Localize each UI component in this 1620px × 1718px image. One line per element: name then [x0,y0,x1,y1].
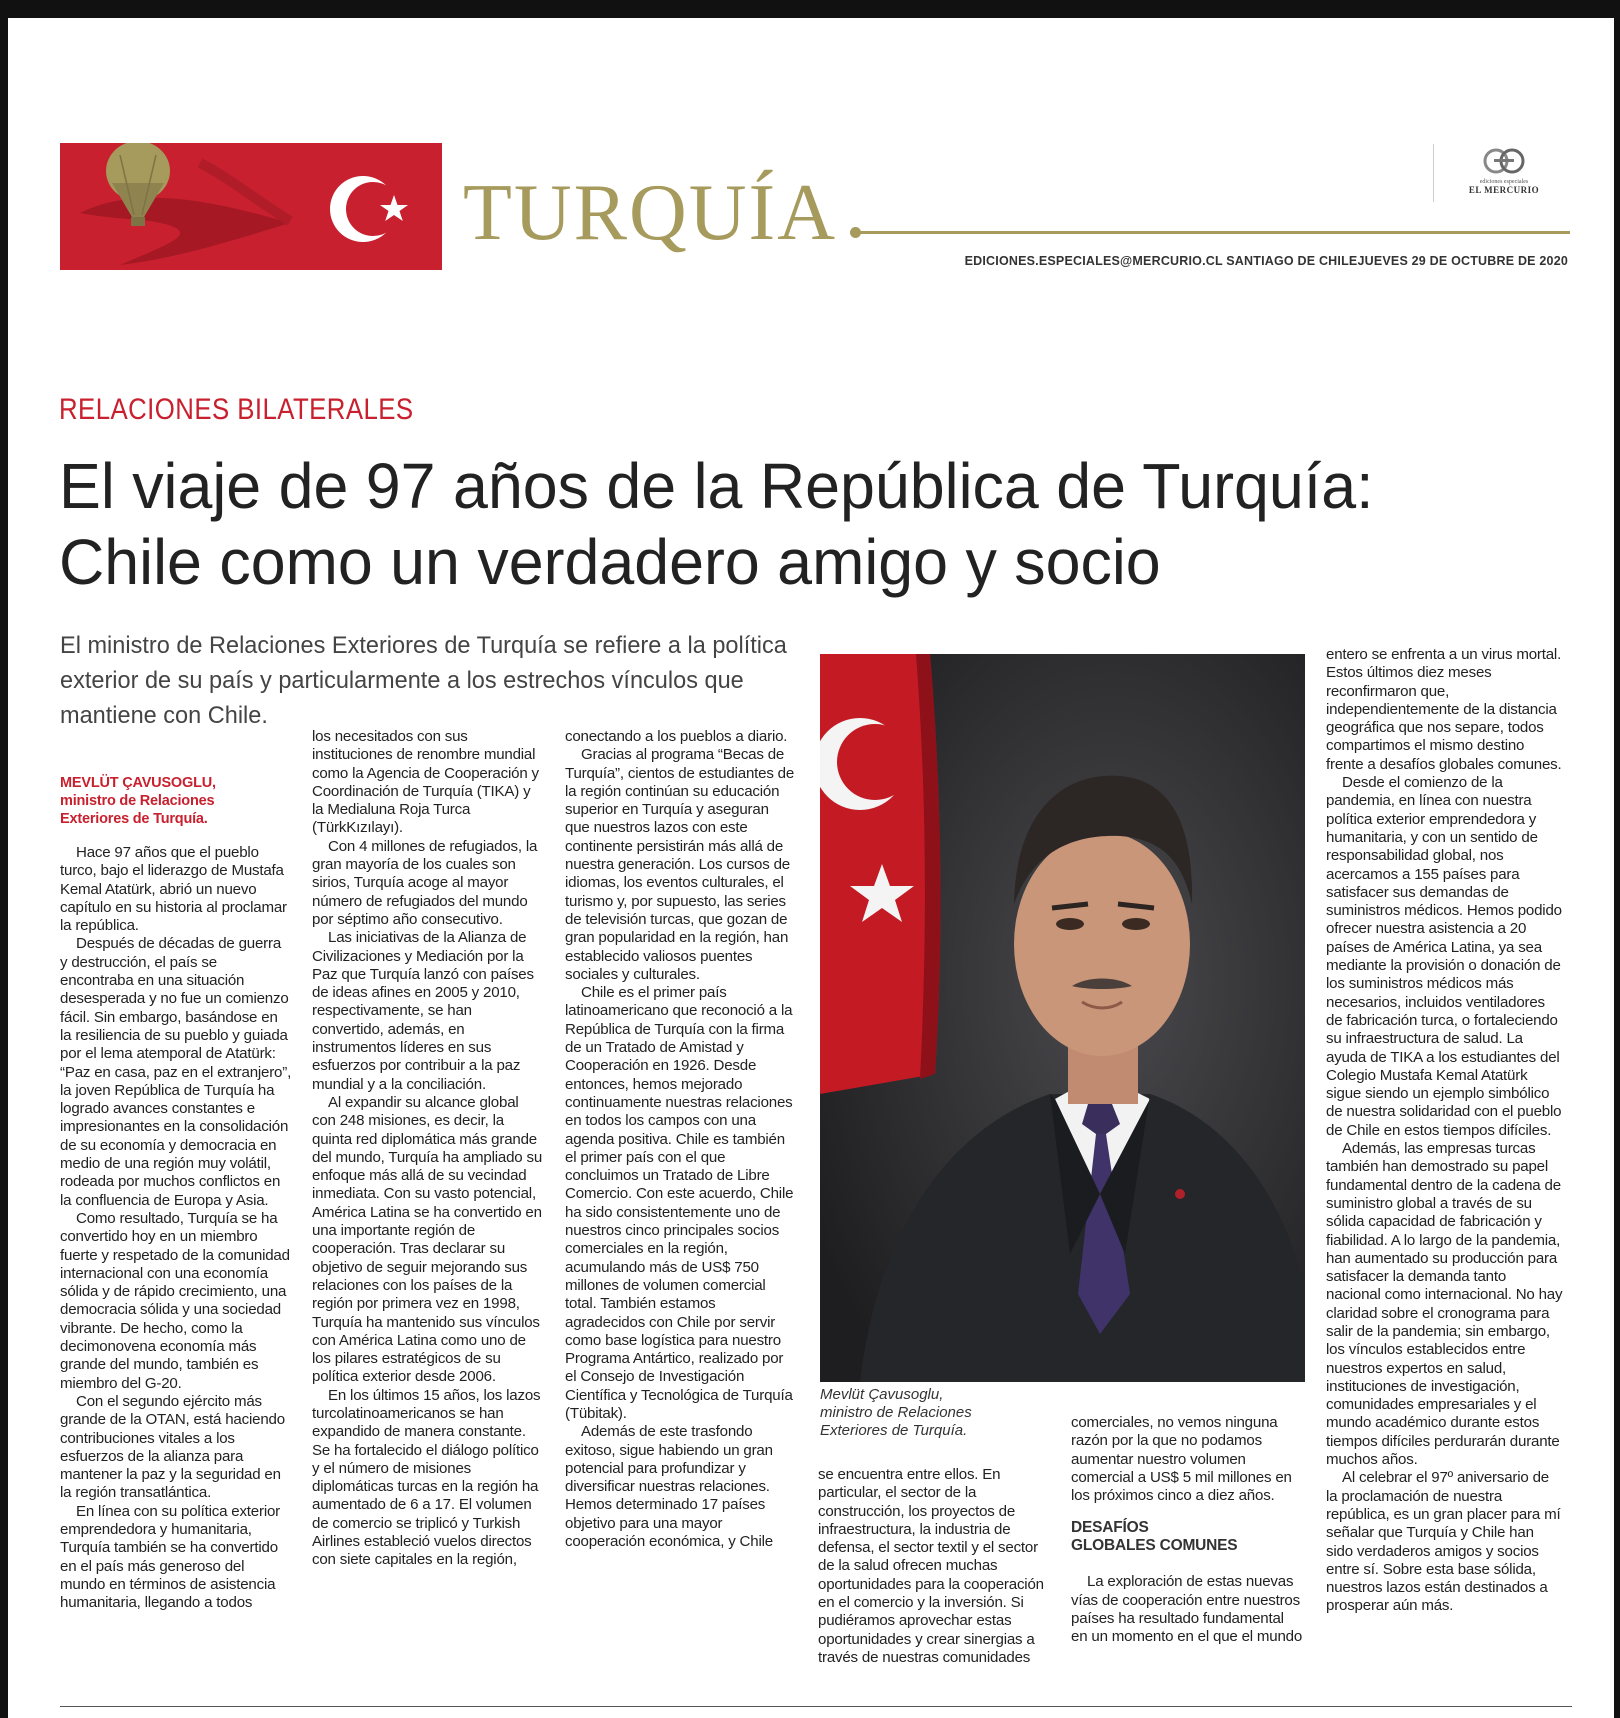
subhead-line-2: GLOBALES COMUNES [1071,1537,1238,1555]
face [1014,832,1190,1056]
turkey-banner [60,143,442,270]
dateline: EDICIONES.ESPECIALES@MERCURIO.CL SANTIAGO DE CHILEJUEVES 29 DE OCTUBRE DE 2020 [964,254,1568,268]
paragraph: se encuentra entre ellos. En particular, el sector de la construcción, los proyectos de infraestructura, la industria de defensa, el sector textil y el sector de la salud ofrecen muchas oportunidades para la cooperación en el comercio y la inversión. Si pudiéramos aprovechar estas oportunidades y crear sinergias a través de nuestras comunidades [818,1466,1044,1666]
byline-role-2: Exteriores de Turquía. [60,811,208,827]
paragraph: Como resultado, Turquía se ha convertido hoy en un miembro fuerte y respetado de la comunidad internacional con una economía sólida y de rápido crecimiento, una democracia sólida y una sociedad vibrante. De hecho, como la decimonovena economía más grande del mundo, también es miembro del G-20. [60,1209,290,1392]
paragraph: Chile es el primer país latinoamericano que reconoció a la República de Turquía con la firma de un Tratado de Amistad y Cooperación en 1926. Desde entonces, hemos mejorado continuamente nuestras relaciones en todos los campos con una agenda positiva. Chile es también el primer país con el que concluimos un Tratado de Libre Comercio. Con este acuerdo, Chile ha sido consistentemente uno de nuestros cinco principales socios comerciales en la región, acumulando más de US$ 750 millones de volumen comercial total. También estamos agradecidos con Chile por servir como base logística para nuestro Programa Antártico, realizado por el Consejo de Investigación Científica y Tecnológica de Turquía (Tübitak). [565,984,794,1422]
crescent-star-icon [330,176,408,242]
article-column-4 [818,1466,1050,1667]
article-column-2 [312,728,544,1570]
byline-role-1: ministro de Relaciones [60,793,215,809]
paragraph: Hace 97 años que el pueblo turco, bajo el liderazgo de Mustafa Kemal Atatürk, abrió un nuevo capítulo en su historia al proclamar la república. [60,844,287,935]
section-label: RELACIONES BILATERALES [59,393,414,426]
paragraph: Las iniciativas de la Alianza de Civilizaciones y Mediación por la Paz que Turquía lanzó con países de ideas afines en 2005 y 2010, respectivamente, se han convertido, además, en instrumentos líderes en sus esfuerzos por contribuir a la paz mundial y a la conciliación. [312,929,534,1093]
caption-line-3: Exteriores de Turquía. [820,1422,968,1439]
headline-line-2: Chile como un verdadero amigo y socio [59,526,1161,598]
byline [60,774,292,828]
balloon-crescent-emblem [60,143,442,270]
paragraph: Con el segundo ejército más grande de la OTAN, está haciendo contribuciones vitales a los esfuerzos de la alianza para mantener la paz y la seguridad en la región transatlántica. [60,1392,285,1502]
article-column-1 [60,774,292,1612]
paragraph: En línea con su política exterior emprendedora y humanitaria, Turquía también se ha convertido en el país más generoso del mundo en términos de asistencia humanitaria, llegando a todos [60,1502,280,1612]
article-column-3 [565,728,797,1551]
paragraph: entero se enfrenta a un virus mortal. Estos últimos diez meses reconfirmaron que, independientemente de la distancia geográfica que nos separe, todos compartimos el mismo destino frente a desafíos globales comunes. [1326,646,1562,773]
article-column-6 [1326,646,1564,1616]
publisher-small-text: ediciones especiales [1479,179,1529,185]
headline [59,448,1549,600]
headline-line-1: El viaje de 97 años de la República de Turquía: [59,450,1374,522]
paragraph: comerciales, no vemos ninguna razón por la que no podamos aumentar nuestro volumen comercial a US$ 5 mil millones en los próximos cinco a diez años. [1071,1414,1292,1505]
gold-divider [858,231,1570,234]
caption-line-1: Mevlüt Çavusoglu, [820,1386,944,1403]
paragraph: Con 4 millones de refugiados, la gran mayoría de los cuales son sirios, Turquía acoge al mayor número de refugiados del mundo por séptimo año consecutivo. [312,837,538,928]
publisher-logo [1433,144,1574,202]
turkish-flag-icon [820,654,940,1094]
paragraph: Después de décadas de guerra y destrucción, el país se encontraba en una situación desesperada y no fue un comienzo fácil. Sin embargo, basándose en la resiliencia de su pueblo y guiada por el lema atemporal de Atatürk: “Paz en casa, paz en el extranjero”, la joven República de Turquía ha logrado avances constantes e impresionantes en la consolidación de su economía y democracia en medio de una región muy volátil, rodeada por muchos conflictos en la confluencia de Europa y Asia. [60,935,292,1209]
newspaper-page [8,18,1614,1718]
paragraph: Desde el comienzo de la pandemia, en línea con nuestra política exterior emprendedora y humanitaria, y con un sentido de responsabilidad global, nos acercamos a 155 países para satisfacer sus demandas de suministros médicos. Hemos podido ofrecer nuestra asistencia a 20 países de América Latina, ya sea mediante la provisión o donación de los suministros médicos más necesarios, incluidos ventiladores de fabricación turca, o fortaleciendo su infraestructura de salud. La ayuda de TIKA a los estudiantes del Colegio Mustafa Kemal Atatürk sigue siendo un ejemplo simbólico de nuestra solidaridad con el pueblo de Chile en estos tiempos difíciles. [1326,774,1562,1139]
ediciones-especiales-icon [1478,148,1530,174]
paragraph: conectando a los pueblos a diario. [565,728,788,745]
subhead-line-1: DESAFÍOS [1071,1519,1149,1537]
paragraph: Al expandir su alcance global con 248 misiones, es decir, la quinta red diplomática más grande del mundo, Turquía ha ampliado su enfoque más allá de su vecindad inmediata. Con su vasto potencial, América Latina se ha convertido en una importante región de cooperación. Tras declarar su objetivo de seguir mejorando sus relaciones con los países de la región por primera vez en 1998, Turquía ha mantenido sus vínculos con América Latina como uno de los pilares estratégicos de su política exterior desde 2006. [312,1093,543,1386]
paragraph: Además, las empresas turcas también han demostrado su papel fundamental dentro de la cadena de suministro global a través de su sólida capacidad de fabricación y fiabilidad. A lo largo de la pandemia, han aumentado su producción para satisfacer la demanda tanto nacional como internacional. No hay claridad sobre el cronograma para salir de la pandemia; sin embargo, los vínculos establecidos entre nuestros expertos en salud, instituciones de investigación, comunidades empresariales y el mundo académico durante estos tiempos difíciles perdurarán durante muchos años. [1326,1140,1563,1469]
article-column-5 [1071,1414,1303,1647]
paragraph: En los últimos 15 años, los lazos turcolatinoamericanos se han expandido de manera constante. Se ha fortalecido el diálogo político y el número de misiones diplomáticas turcas en la región ha aumentado de 6 a 17. El volumen de comercio se triplicó y Turkish Airlines estableció vuelos directos con siete capitales en la región, [312,1386,541,1569]
paragraph: los necesitados con sus instituciones de renombre mundial como la Agencia de Cooperación y Coordinación de Turquía (TIKA) y la Medialuna Roja Turca (TürkKızılayı). [312,728,539,837]
minister-portrait [820,654,1305,1382]
subhead [1071,1519,1303,1555]
lapel-pin [1175,1189,1185,1199]
byline-name: MEVLÜT ÇAVUSOGLU, [60,775,216,791]
paragraph: Además de este trasfondo exitoso, sigue habiendo un gran potencial para profundizar y diversificar nuestras relaciones. Hemos determinado 17 países objetivo para una mayor cooperación económica, y Chile [565,1423,773,1551]
photo-caption [820,1386,1060,1440]
paragraph: La exploración de estas nuevas vías de cooperación entre nuestros países ha resultado fundamental en un momento en el que el mundo [1071,1573,1303,1646]
paragraph: Al celebrar el 97º aniversario de la proclamación de nuestra república, es un gran placer para mí señalar que Turquía y Chile han sido verdaderos amigos y socios entre sí. Sobre esta base sólida, nuestros lazos están destinados a prosperar aún más. [1326,1469,1561,1615]
banner-title: TURQUÍA [463,169,837,257]
bottom-rule [60,1706,1572,1707]
paragraph: Gracias al programa “Becas de Turquía”, cientos de estudiantes de la región continúan su educación superior en Turquía y aseguran que nuestros lazos con este continente persistirán más allá de nuestra generación. Los cursos de idiomas, los eventos culturales, el turismo y, por supuesto, las series de televisión turcas, que gozan de gran popularidad en la región, han establecido valiosos puentes sociales y culturales. [565,746,795,983]
lede: El ministro de Relaciones Exteriores de Turquía se refiere a la política exterior de su país y particularmente a los estrechos vínculos que mantiene con Chile. [60,632,787,729]
portrait-illustration [820,654,1305,1382]
publisher-name: EL MERCURIO [1468,185,1540,195]
caption-line-2: ministro de Relaciones [820,1404,972,1421]
